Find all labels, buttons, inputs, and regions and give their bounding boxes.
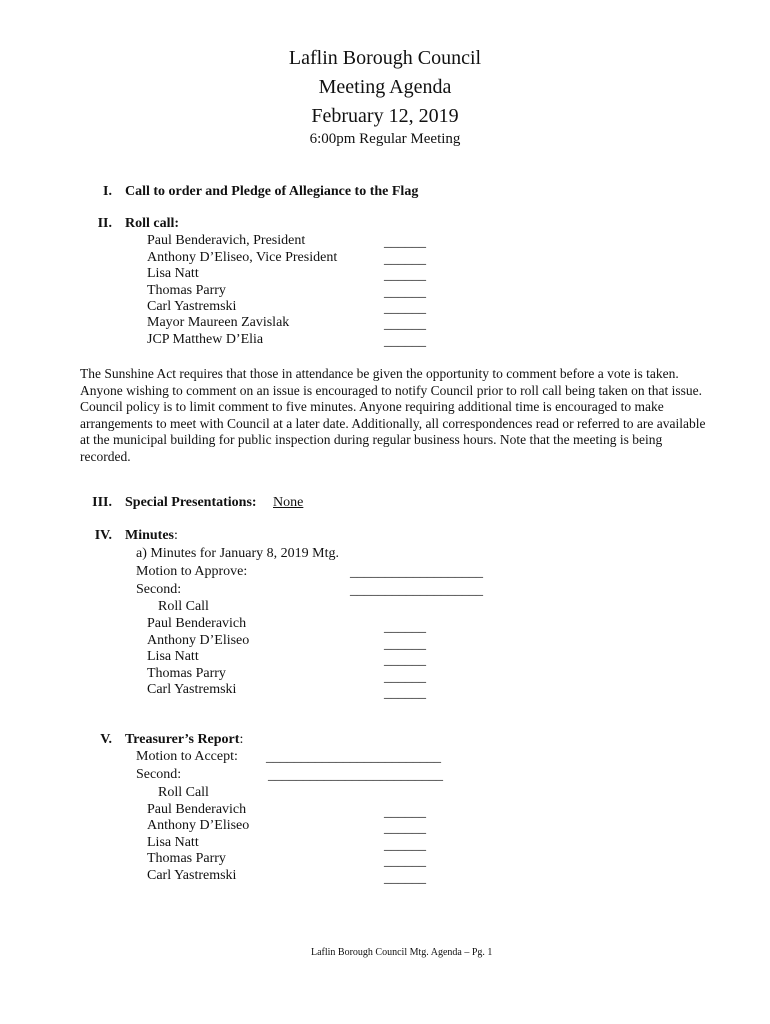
section-3-title: Special Presentations: bbox=[125, 495, 257, 510]
rollcall-member: Mayor Maureen Zavislak bbox=[147, 315, 290, 330]
vote-blank: ______ bbox=[384, 637, 426, 652]
vote-blank: ______ bbox=[384, 252, 426, 267]
second-label: Second: bbox=[136, 767, 182, 782]
rollcall-member: JCP Matthew D’Elia bbox=[147, 332, 264, 347]
rollcall-member: Carl Yastremski bbox=[147, 868, 237, 883]
vote-blank: ______ bbox=[384, 805, 426, 820]
vote-blank: ______ bbox=[384, 871, 426, 886]
motion-blank: ___________________ bbox=[350, 565, 483, 580]
vote-blank: ______ bbox=[384, 285, 426, 300]
vote-blank: ______ bbox=[384, 854, 426, 869]
section-2-number: II. bbox=[97, 216, 112, 231]
section-5-title: Treasurer’s Report: bbox=[125, 732, 244, 747]
section-1-number: I. bbox=[103, 184, 112, 199]
rollcall-member: Paul Benderavich bbox=[147, 802, 247, 817]
vote-blank: ______ bbox=[384, 620, 426, 635]
section-4-number: IV. bbox=[94, 528, 112, 543]
rollcall-member: Thomas Parry bbox=[147, 851, 226, 866]
second-blank: ___________________ bbox=[350, 583, 483, 598]
meeting-date: February 12, 2019 bbox=[311, 105, 459, 127]
section-3-number: III. bbox=[92, 495, 112, 510]
vote-blank: ______ bbox=[384, 334, 426, 349]
page-footer: Laflin Borough Council Mtg. Agenda – Pg. 1 bbox=[311, 947, 493, 958]
rollcall-member: Anthony D’Eliseo bbox=[147, 633, 250, 648]
section-5-number: V. bbox=[100, 732, 112, 747]
vote-blank: ______ bbox=[384, 268, 426, 283]
vote-blank: ______ bbox=[384, 317, 426, 332]
minutes-item: a) Minutes for January 8, 2019 Mtg. bbox=[136, 546, 339, 561]
rollcall-member: Carl Yastremski bbox=[147, 299, 237, 314]
second-blank: _________________________ bbox=[268, 768, 443, 783]
section-1-title: Call to order and Pledge of Allegiance to the Flag bbox=[125, 184, 419, 199]
rollcall-member: Anthony D’Eliseo, Vice President bbox=[147, 250, 338, 265]
section-2-title: Roll call: bbox=[125, 216, 180, 231]
rollcall-member: Carl Yastremski bbox=[147, 682, 237, 697]
vote-blank: ______ bbox=[384, 301, 426, 316]
rollcall-member: Lisa Natt bbox=[147, 649, 199, 664]
meeting-time: 6:00pm Regular Meeting bbox=[309, 131, 461, 147]
motion-label: Motion to Approve: bbox=[136, 564, 248, 579]
special-presentations-value: None bbox=[273, 495, 304, 510]
vote-blank: ______ bbox=[384, 838, 426, 853]
roll-call-label: Roll Call bbox=[158, 599, 209, 614]
vote-blank: ______ bbox=[384, 653, 426, 668]
second-label: Second: bbox=[136, 582, 182, 597]
motion-blank: _________________________ bbox=[266, 750, 441, 765]
section-4-title: Minutes: bbox=[125, 528, 178, 543]
vote-blank: ______ bbox=[384, 686, 426, 701]
rollcall-member: Paul Benderavich bbox=[147, 616, 247, 631]
doc-title: Meeting Agenda bbox=[318, 76, 452, 98]
rollcall-member: Lisa Natt bbox=[147, 835, 199, 850]
rollcall-member: Thomas Parry bbox=[147, 283, 226, 298]
vote-blank: ______ bbox=[384, 821, 426, 836]
rollcall-member: Anthony D’Eliseo bbox=[147, 818, 250, 833]
rollcall-member: Paul Benderavich, President bbox=[147, 233, 306, 248]
vote-blank: ______ bbox=[384, 670, 426, 685]
sunshine-act-notice: The Sunshine Act requires that those in attendance be given the opportunity to comment before a vote is taken. Anyone wishing to comment on an issue is encouraged to notify Council prior to roll call being taken on that issue. Council policy is to limit comment to five minutes. Anyone requiring additional time is encouraged to make arrangements to meet with Council at a later date. Additionally, all correspondences read or referred to are available at the municipal building for public inspection during regular business hours. Note that the meeting is being recorded. bbox=[80, 366, 706, 464]
rollcall-member: Lisa Natt bbox=[147, 266, 199, 281]
roll-call-label: Roll Call bbox=[158, 785, 209, 800]
motion-label: Motion to Accept: bbox=[136, 749, 238, 764]
vote-blank: ______ bbox=[384, 235, 426, 250]
council-name: Laflin Borough Council bbox=[288, 47, 482, 69]
rollcall-member: Thomas Parry bbox=[147, 666, 226, 681]
